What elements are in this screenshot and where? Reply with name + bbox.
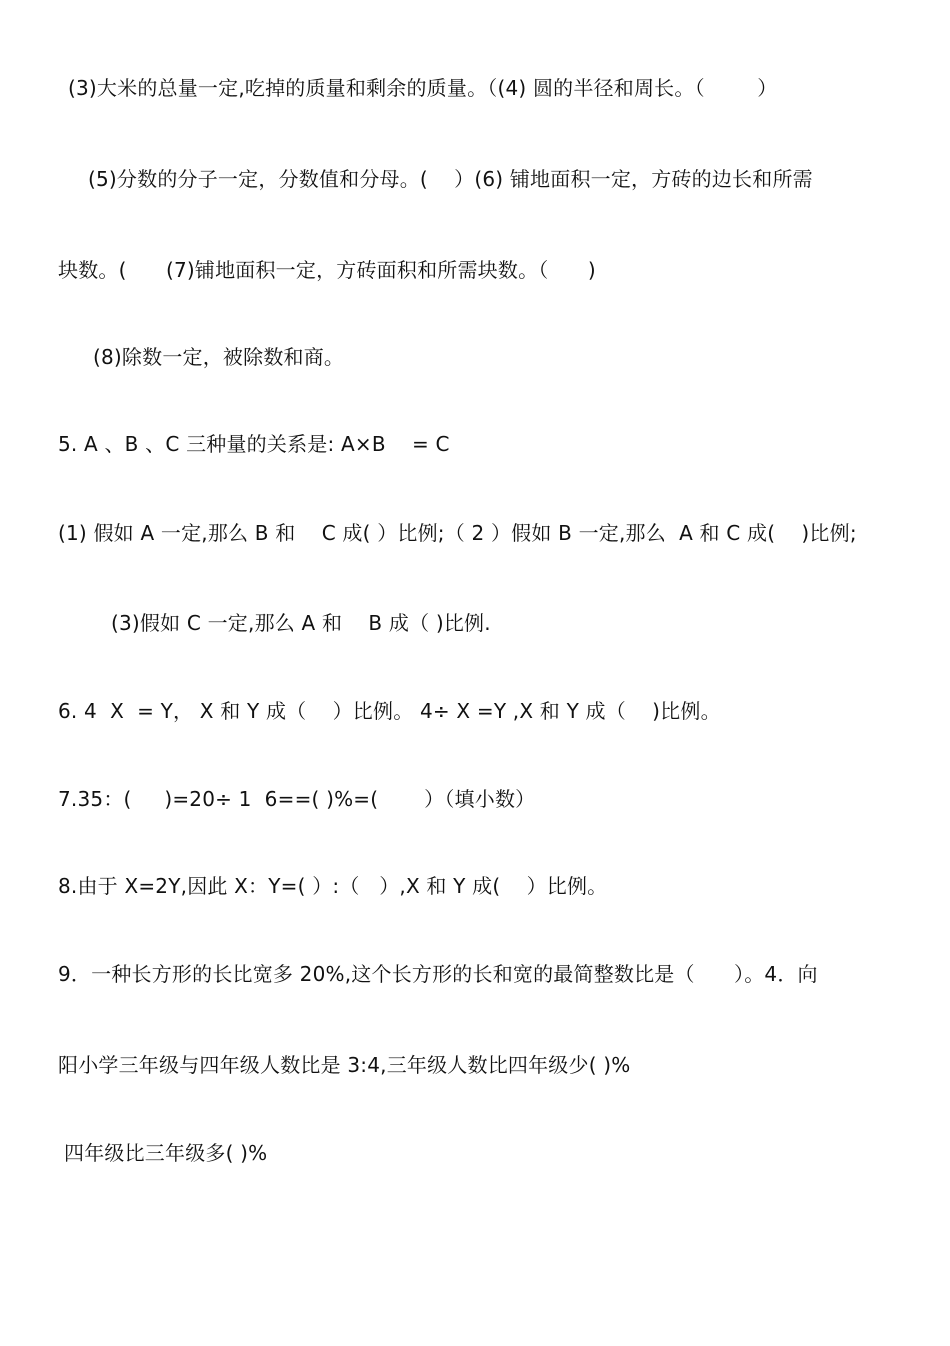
question-line-7: (3)假如 C 一定,那么 A 和 B 成（ )比例. [111, 611, 491, 635]
question-line-8: 6. 4 X = Y， X 和 Y 成（ ）比例。 4÷ X =Y ,X 和 Y 成（ )比例。 [58, 699, 721, 723]
question-line-13: 四年级比三年级多( )% [64, 1141, 268, 1165]
question-line-10: 8.由于 X=2Y,因此 X：Y=( ）:（ ）,X 和 Y 成( ）比例。 [58, 874, 608, 898]
question-line-12: 阳小学三年级与四年级人数比是 3:4,三年级人数比四年级少( )% [58, 1053, 631, 1077]
question-line-5: 5. A 、B 、C 三种量的关系是: A×B = C [58, 432, 450, 456]
question-line-1: (3)大米的总量一定,吃掉的质量和剩余的质量。（(4) 圆的半径和周长。（ ） [68, 76, 778, 100]
question-line-9: 7.35：( )=20÷ 1 6==( )%=( ）（填小数） [58, 787, 536, 811]
question-line-6: (1) 假如 A 一定,那么 B 和 C 成( ）比例;（ 2 ）假如 B 一定,那么 A 和 C 成( )比例; [58, 521, 857, 545]
question-line-4: (8)除数一定，被除数和商。 [93, 345, 345, 369]
question-line-3: 块数。( (7)铺地面积一定，方砖面积和所需块数。（ ) [58, 258, 596, 282]
question-line-2: (5)分数的分子一定，分数值和分母。( ）(6) 铺地面积一定，方砖的边长和所需 [88, 167, 813, 191]
question-line-11: 9．一种长方形的长比宽多 20%,这个长方形的长和宽的最简整数比是（ ）。4．向 [58, 962, 818, 986]
